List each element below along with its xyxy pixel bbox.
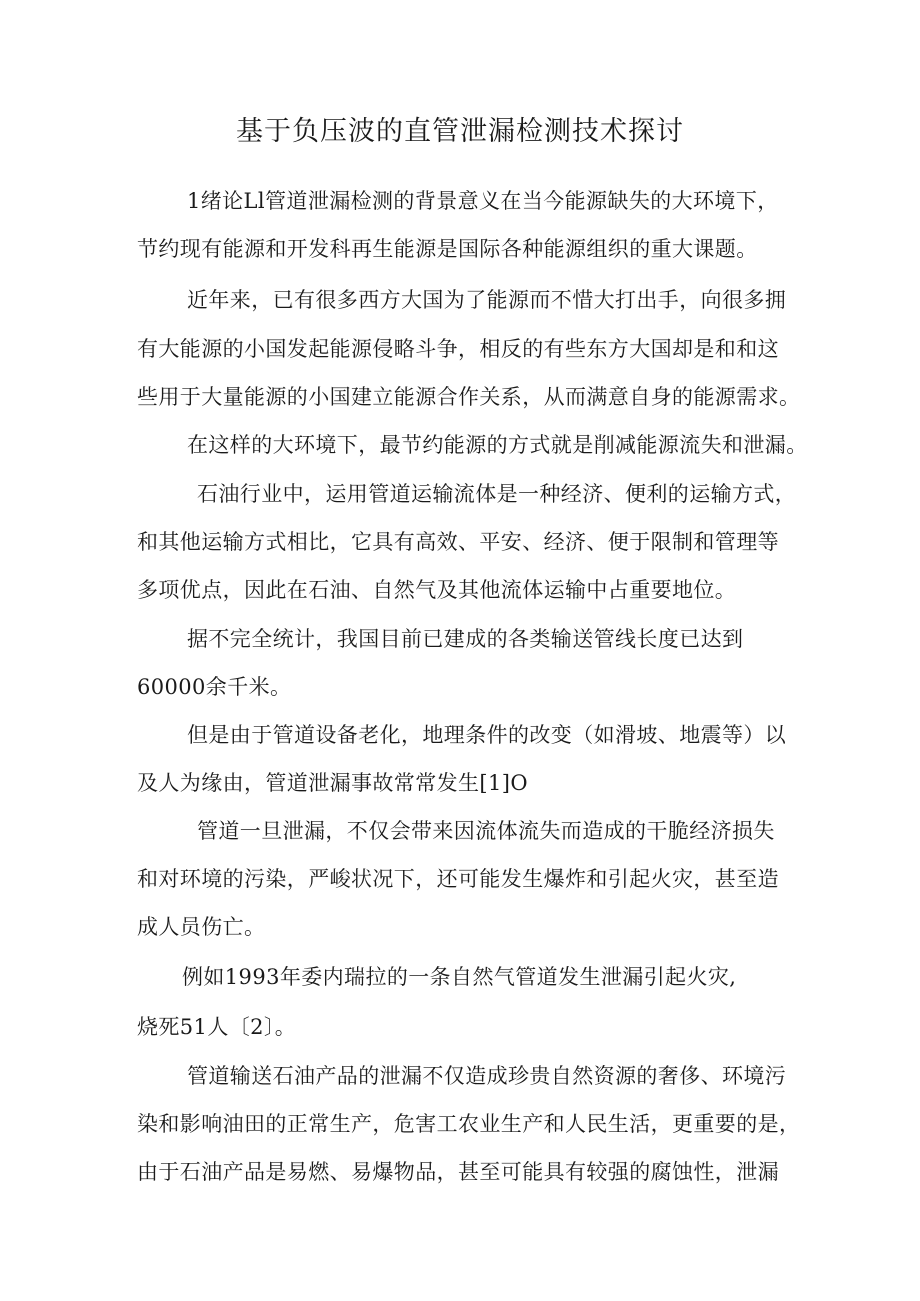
body-line-6: 在这样的大环境下，最节约能源的方式就是削减能源流失和泄漏。 — [187, 433, 808, 457]
body-line-14: 管道一旦泄漏，不仅会带来因流体流失而造成的干脆经济损失 — [197, 819, 775, 843]
body-line-1: 1绪论Ll管道泄漏检测的背景意义在当今能源缺失的大环境下， — [187, 189, 779, 213]
body-line-10: 据不完全统计，我国目前已建成的各类输送管线长度已达到 — [187, 627, 744, 651]
body-line-13: 及人为缘由，管道泄漏事故常常发生[1]O — [137, 771, 528, 795]
body-line-7: 石油行业中，运用管道运输流体是一种经济、便利的运输方式， — [197, 482, 797, 506]
body-line-20: 染和影响油田的正常生产，危害工农业生产和人民生活，更重要的是， — [137, 1112, 801, 1136]
body-line-4: 有大能源的小国发起能源侵略斗争，相反的有些东方大国却是和和这 — [137, 337, 779, 361]
body-line-16: 成人员伤亡。 — [137, 915, 266, 939]
document-title: 基于负压波的直管泄漏检测技术探讨 — [236, 116, 684, 147]
body-line-8: 和其他运输方式相比，它具有高效、平安、经济、便于限制和管理等 — [137, 530, 779, 554]
body-line-12: 但是由于管道设备老化，地理条件的改变（如滑坡、地震等）以 — [187, 723, 787, 747]
body-line-2: 节约现有能源和开发科再生能源是国际各种能源组织的重大课题。 — [137, 237, 758, 261]
body-line-19: 管道输送石油产品的泄漏不仅造成珍贵自然资源的奢侈、环境污 — [187, 1064, 787, 1088]
body-line-21: 由于石油产品是易燃、易爆物品，甚至可能具有较强的腐蚀性，泄漏 — [137, 1160, 779, 1184]
body-line-11: 60000余千米。 — [137, 675, 292, 699]
body-line-3: 近年来，已有很多西方大国为了能源而不惜大打出手，向很多拥 — [187, 288, 787, 312]
body-line-5: 些用于大量能源的小国建立能源合作关系，从而满意自身的能源需求。 — [137, 385, 801, 409]
body-line-9: 多项优点，因此在石油、自然气及其他流体运输中占重要地位。 — [137, 578, 737, 602]
body-line-15: 和对环境的污染，严峻状况下，还可能发生爆炸和引起火灾，甚至造 — [137, 867, 779, 891]
body-line-17: 例如1993年委内瑞拉的一条自然气管道发生泄漏引起火灾, — [182, 965, 737, 989]
body-line-18: 烧死51人〔2〕。 — [137, 1015, 297, 1039]
